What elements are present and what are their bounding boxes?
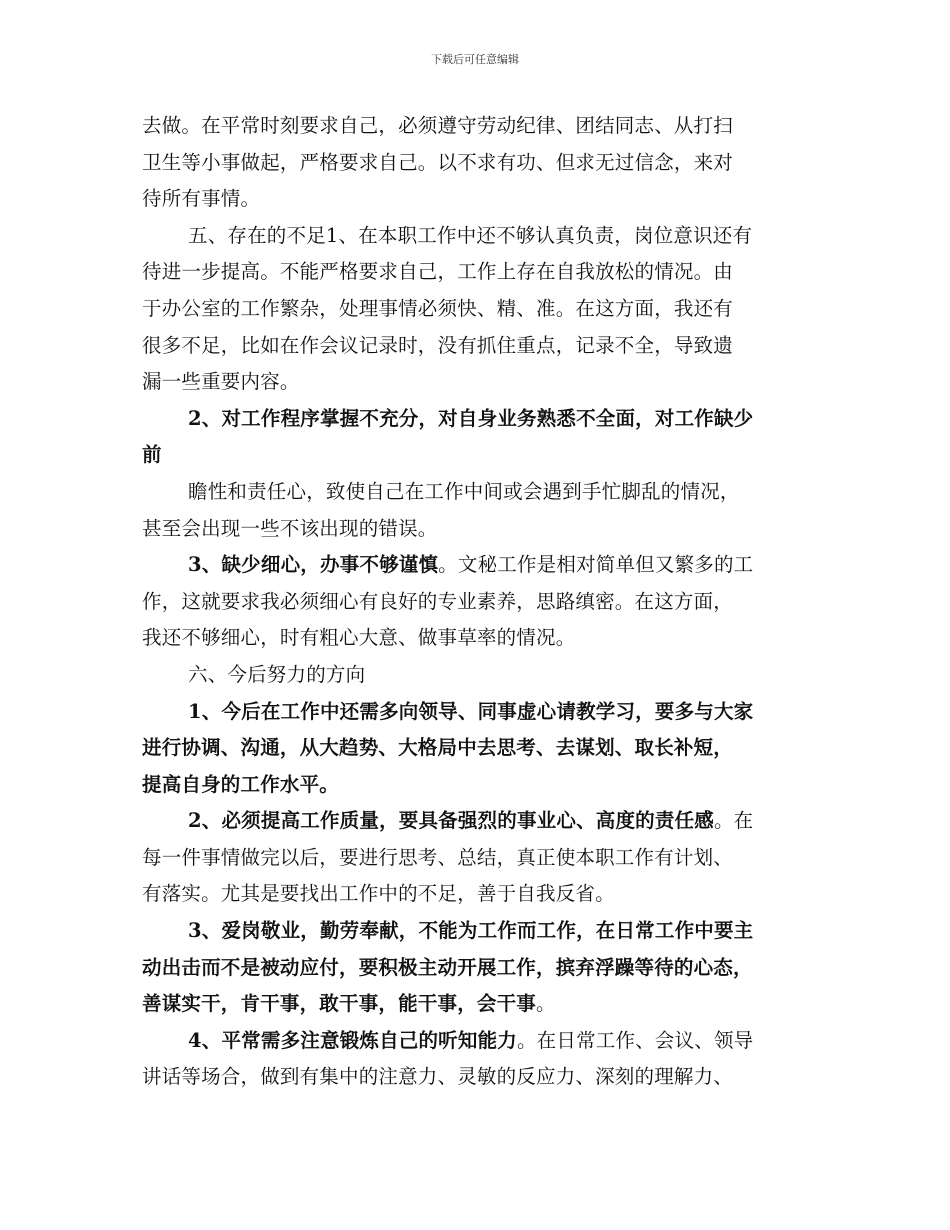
- text-run: 。在日常工作、会议、领导: [516, 1028, 754, 1052]
- bold-text-run: 动出击而不是被动应付，要积极主动开展工作，摈弃浮躁等待的心态，: [142, 955, 753, 979]
- text-run: 。文秘工作是相对简单但又繁多的工: [438, 553, 754, 577]
- text-run: 六、今后努力的方向: [188, 662, 366, 686]
- text-run: 讲话等场合，做到有集中的注意力、灵敏的反应力、深刻的理解力、: [142, 1065, 734, 1089]
- text-run: 很多不足，比如在作会议记录时，没有抓住重点，记录不全，导致遗: [142, 333, 734, 357]
- text-line: [142, 474, 812, 511]
- text-line: [142, 986, 812, 1023]
- text-line: [142, 511, 812, 548]
- document-body: [142, 108, 812, 1096]
- text-line: [142, 401, 812, 438]
- text-run: 有落实。尤其是要找出工作中的不足，善于自我反省。: [142, 882, 615, 906]
- text-line: [142, 913, 812, 950]
- text-line: [142, 1059, 812, 1096]
- text-line: [142, 876, 812, 913]
- text-line: [142, 108, 812, 145]
- text-line: [142, 694, 812, 731]
- text-run: 五、存在的不足1、在本职工作中还不够认真负责，岗位意识还有: [188, 223, 753, 247]
- bold-text-run: 3、缺少细心，办事不够谨慎: [188, 553, 439, 577]
- text-run: 待进一步提高。不能严格要求自己，工作上存在自我放松的情况。由: [142, 260, 734, 284]
- text-line: [142, 620, 812, 657]
- text-run: 漏一些重要内容。: [142, 370, 300, 394]
- text-line: [142, 547, 812, 584]
- text-line: [142, 657, 812, 694]
- bold-text-run: 前: [142, 443, 162, 467]
- text-run: 待所有事情。: [142, 187, 261, 211]
- text-line: [142, 254, 812, 291]
- text-line: [142, 730, 812, 767]
- text-line: [142, 437, 812, 474]
- text-line: [142, 291, 812, 328]
- text-run: 我还不够细心，时有粗心大意、做事草率的情况。: [142, 626, 576, 650]
- bold-text-run: 善谋实干，肯干事，敢干事，能干事，会干事: [142, 992, 537, 1016]
- text-run: 于办公室的工作繁杂，处理事情必须快、精、准。在这方面，我还有: [142, 296, 734, 320]
- bold-text-run: 3、爱岗敬业，勤劳奉献，不能为工作而工作，在日常工作中要主: [188, 919, 754, 943]
- text-run: 。在: [713, 809, 754, 833]
- text-line: [142, 1023, 812, 1060]
- text-line: [142, 803, 812, 840]
- text-run: 每一件事情做完以后，要进行思考、总结，真正使本职工作有计划、: [142, 845, 734, 869]
- bold-text-run: 提高自身的工作水平。: [142, 772, 340, 796]
- text-line: [142, 840, 812, 877]
- text-run: 去做。在平常时刻要求自己，必须遵守劳动纪律、团结同志、从打扫: [142, 114, 734, 137]
- bold-text-run: 进行协调、沟通，从大趋势、大格局中去思考、去谋划、取长补短，: [142, 736, 734, 760]
- text-line: [142, 767, 812, 804]
- text-line: [142, 328, 812, 365]
- text-run: 作，这就要求我必须细心有良好的专业素养，思路缜密。在这方面，: [142, 589, 734, 613]
- text-run: 瞻性和责任心，致使自己在工作中间或会遇到手忙脚乱的情况，: [188, 479, 740, 503]
- text-run: 。: [536, 992, 556, 1016]
- bold-text-run: 2、必须提高工作质量，要具备强烈的事业心、高度的责任感: [188, 809, 714, 833]
- text-line: [142, 218, 812, 255]
- bold-text-run: 4、平常需多注意锻炼自己的听知能力: [188, 1028, 517, 1052]
- page-header: 下载后可任意编辑: [431, 53, 519, 66]
- text-line: [142, 584, 812, 621]
- text-line: [142, 145, 812, 182]
- text-line: [142, 950, 812, 987]
- bold-text-run: 1、今后在工作中还需多向领导、同事虚心请教学习，要多与大家: [188, 699, 754, 723]
- text-line: [142, 181, 812, 218]
- text-run: 甚至会出现一些不该出现的错误。: [142, 516, 438, 540]
- text-run: 卫生等小事做起，严格要求自己。以不求有功、但求无过信念，来对: [142, 150, 734, 174]
- text-line: [142, 364, 812, 401]
- bold-text-run: 2、对工作程序掌握不充分，对自身业务熟悉不全面，对工作缺少: [188, 406, 754, 430]
